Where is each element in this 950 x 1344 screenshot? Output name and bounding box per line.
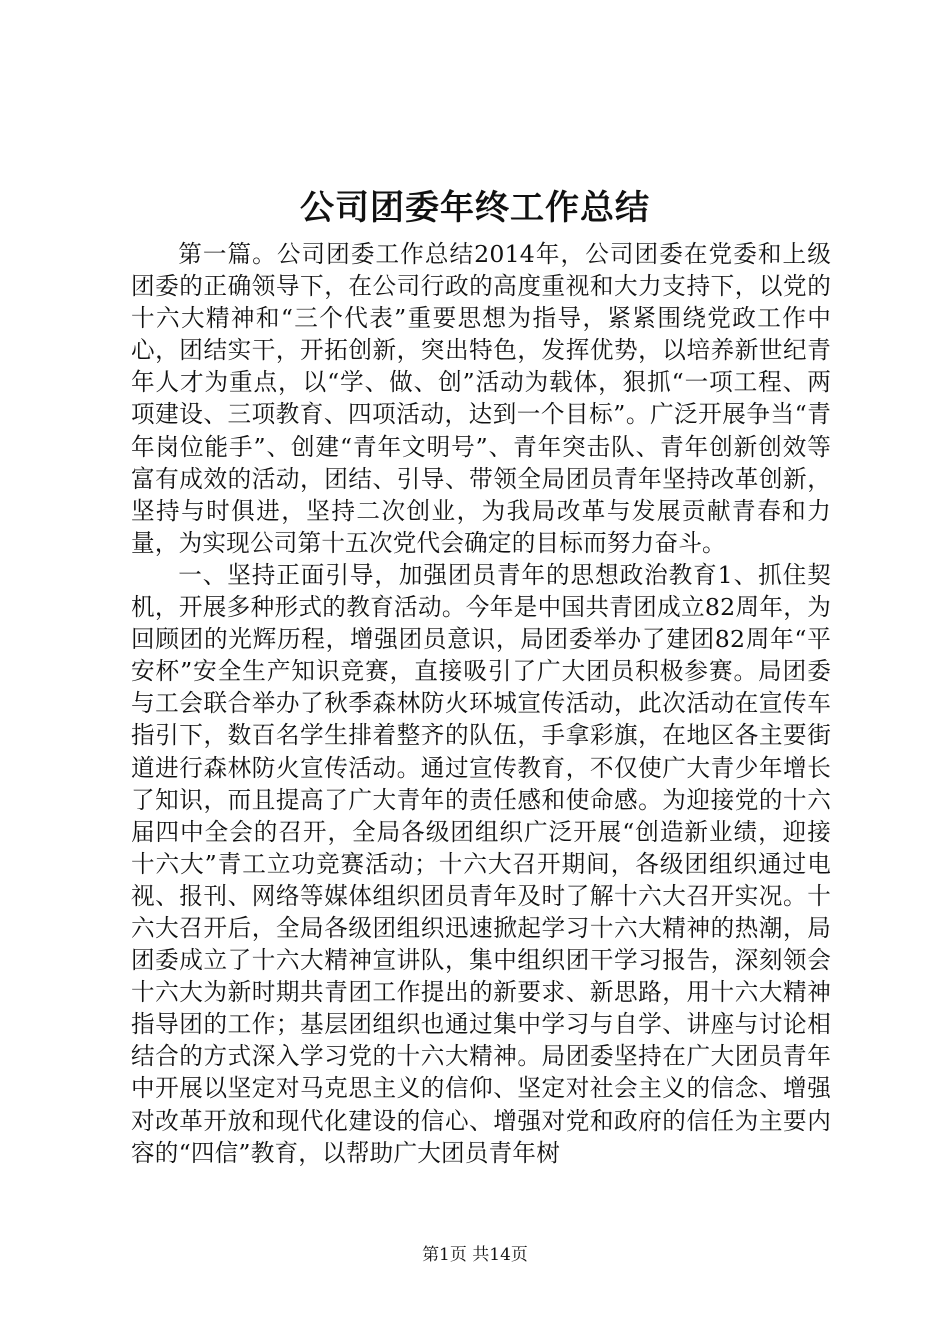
paragraph-2: 一、坚持正面引导，加强团员青年的思想政治教育1、抓住契机，开展多种形式的教育活动。今年是中国共青团成立82周年，为回顾团的光辉历程，增强团员意识，局团委举办了建团82周年“平安杯”安全生产知识竞赛，直接吸引了广大团员积极参赛。局团委与工会联合举办了秋季森林防火环城宣传活动，此次活动在宣传车指引下，数百名学生排着整齐的队伍，手拿彩旗，在地区各主要街道进行森林防火宣传活动。通过宣传教育，不仅使广大青少年增长了知识，而且提高了广大青年的责任感和使命感。为迎接党的十六届四中全会的召开，全局各级团组织广泛开展“创造新业绩，迎接十六大”青工立功竞赛活动；十六大召开期间，各级团组织通过电视、报刊、网络等媒体组织团员青年及时了解十六大召开实况。十六大召开后，全局各级团组织迅速掀起学习十六大精神的热潮，局团委成立了十六大精神宣讲队，集中组织团干学习报告，深刻领会十六大为新时期共青团工作提出的新要求、新思路，用十六大精神指导团的工作；基层团组织也通过集中学习与自学、讲座与讨论相结合的方式深入学习党的十六大精神。局团委坚持在广大团员青年中开展以坚定对马克思主义的信仰、坚定对社会主义的信念、增强对改革开放和现代化建设的信心、增强对党和政府的信任为主要内容的“四信”教育，以帮助广大团员青年树 bbox=[131, 560, 831, 1167]
paragraph-1: 第一篇。公司团委工作总结2014年，公司团委在党委和上级团委的正确领导下，在公司行政的高度重视和大力支持下，以党的十六大精神和“三个代表”重要思想为指导，紧紧围绕党政工作中心，团结实干，开拓创新，突出特色，发挥优势，以培养新世纪青年人才为重点，以“学、做、创”活动为载体，狠抓“一项工程、两项建设、三项教育、四项活动，达到一个目标”。广泛开展争当“青年岗位能手”、创建“青年文明号”、青年突击队、青年创新创效等富有成效的活动，团结、引导、带领全局团员青年坚持改革创新，坚持与时俱进，坚持二次创业，为我局改革与发展贡献青春和力量，为实现公司第十五次党代会确定的目标而努力奋斗。 bbox=[131, 240, 831, 557]
document-body bbox=[131, 238, 831, 1169]
document-title: 公司团委年终工作总结 bbox=[300, 188, 650, 228]
page-footer: 第1页 共14页 bbox=[422, 1245, 528, 1265]
